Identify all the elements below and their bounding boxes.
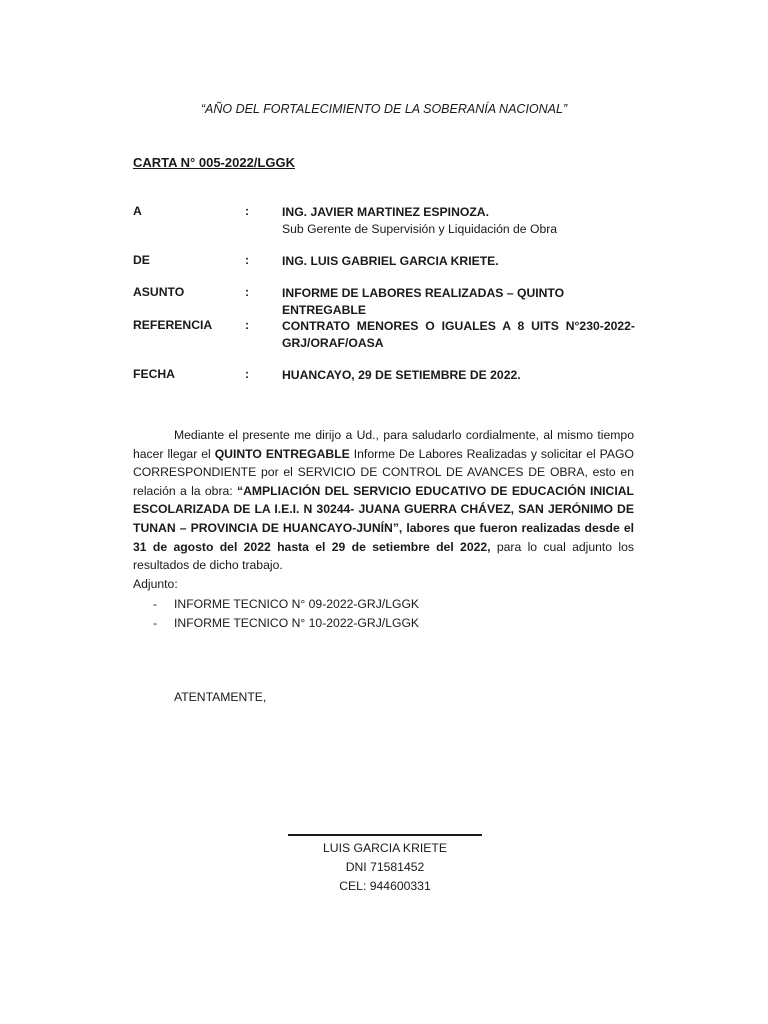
signature-line [288,834,482,836]
sender-name: ING. LUIS GABRIEL GARCIA KRIETE. [282,254,499,268]
field-label-referencia: REFERENCIA [133,318,213,332]
body-bold-project: “AMPLIACIÓN DEL SERVICIO EDUCATIVO DE EDUCACIÓN INICIAL ESCOLARIZADA DE LA I.E.I. N 30244- JUANA GUERRA CHÁVEZ, SAN JERÓNIMO DE TUNAN – PROVINCIA DE HUANCAYO-JUNÍN”, labores que fueron realizadas desde el 31 de agosto del 2022 hasta el 29 de setiembre del 2022, [133,483,634,554]
document-motto: “AÑO DEL FORTALECIMIENTO DE LA SOBERANÍA NACIONAL” [200,102,568,116]
recipient-position: Sub Gerente de Supervisión y Liquidación de Obra [282,222,558,236]
recipient-name: ING. JAVIER MARTINEZ ESPINOZA. [282,205,489,219]
field-colon: : [245,318,250,332]
reference-value: CONTRATO MENORES O IGUALES A 8 UITS N°230-2022-GRJ/ORAF/OASA [282,319,635,350]
signer-dni: DNI 71581452 [345,860,425,874]
field-colon: : [245,367,250,381]
date-value: HUANCAYO, 29 DE SETIEMBRE DE 2022. [282,368,521,382]
body-text-part: Informe De Labores Realizadas y solicitar el PAGO CORRESPONDIENTE por el SERVICIO DE CONTROL DE AVANCES DE OBRA, esto en relación a la obra: [133,446,634,498]
field-label-asunto: ASUNTO [133,285,185,299]
list-bullet: - [153,616,158,630]
attachment-text: INFORME TECNICO N° 10-2022-GRJ/LGGK [174,616,420,630]
field-row-recipient [133,204,635,238]
field-colon: : [245,253,250,267]
closing-salutation: ATENTAMENTE, [174,690,267,704]
subject-value: INFORME DE LABORES REALIZADAS – QUINTO ENTREGABLE [282,286,565,317]
field-colon: : [245,204,250,218]
field-row-subject [133,285,635,319]
list-bullet: - [153,597,158,611]
field-row-date [133,367,635,384]
signature-block [288,839,482,896]
field-row-reference [133,318,635,352]
signer-name: LUIS GARCIA KRIETE [323,841,447,855]
attachments-list [133,595,419,633]
body-bold-deliverable: QUINTO ENTREGABLE [214,446,350,461]
field-row-sender [133,253,635,270]
field-label-de: DE [133,253,150,267]
attachments-label: Adjunto: [133,577,178,591]
attachment-item [133,614,419,633]
letter-number-title: CARTA N° 005-2022/LGGK [133,155,295,170]
signer-phone: CEL: 944600331 [339,879,431,893]
attachment-text: INFORME TECNICO N° 09-2022-GRJ/LGGK [174,597,420,611]
field-label-fecha: FECHA [133,367,175,381]
letter-body-paragraph [133,426,634,575]
attachment-item [133,595,419,614]
body-text-part: para lo cual adjunto los resultados de dicho trabajo. [133,539,634,573]
field-label-a: A [133,204,142,218]
body-text-part: Mediante el presente me dirijo a Ud., para saludarlo cordialmente, al mismo tiempo hacer llegar el [133,428,634,461]
field-colon: : [245,285,250,299]
